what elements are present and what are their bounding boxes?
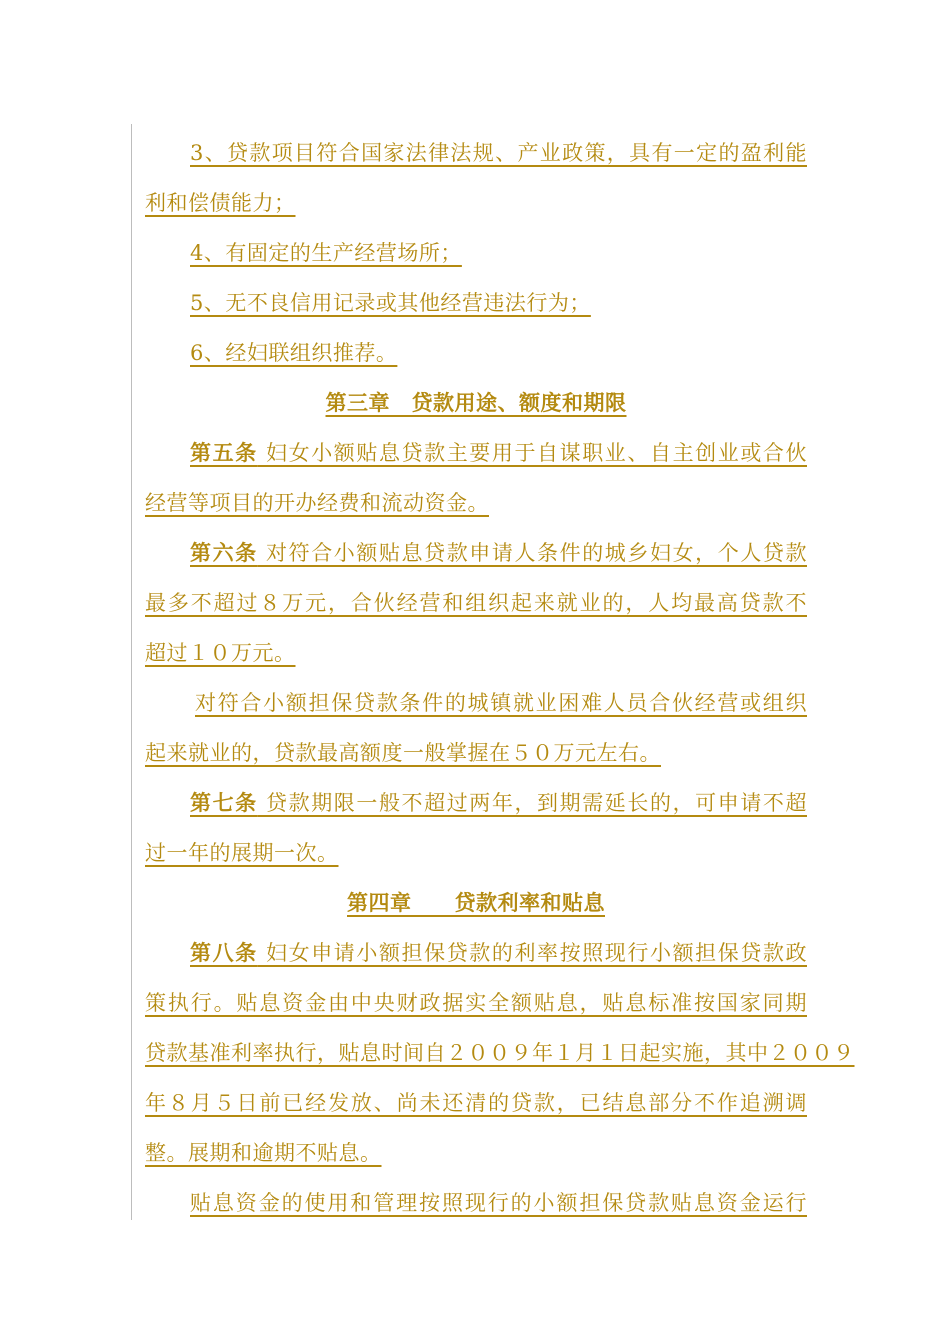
guarantee-paragraph-line-1: 对符合小额担保贷款条件的城镇就业困难人员合伙经营或组织 (195, 691, 807, 715)
subsidy-paragraph-line-1: 贴息资金的使用和管理按照现行的小额担保贷款贴息资金运行 (190, 1191, 807, 1215)
article-7-label: 第七条 (190, 790, 258, 815)
guarantee-paragraph-line-2: 起来就业的，贷款最高额度一般掌握在５０万元左右。 (145, 741, 661, 765)
article-5-label: 第五条 (190, 440, 258, 465)
condition-6: 6、经妇联组织推荐。 (190, 341, 398, 365)
article-5-line-1: 第五条 妇女小额贴息贷款主要用于自谋职业、自主创业或合伙 (190, 440, 807, 465)
article-8-line-1: 第八条 妇女申请小额担保贷款的利率按照现行小额担保贷款政 (190, 940, 807, 965)
condition-3-line-2: 利和偿债能力； (145, 191, 296, 215)
left-margin-line (131, 124, 132, 1220)
article-6-label: 第六条 (190, 540, 258, 565)
article-8-label: 第八条 (190, 940, 258, 965)
condition-5: 5、无不良信用记录或其他经营违法行为； (190, 291, 591, 315)
document-body (145, 128, 855, 1228)
condition-4: 4、有固定的生产经营场所； (190, 241, 462, 265)
chapter-3-heading: 第三章 贷款用途、额度和期限 (325, 391, 627, 415)
article-7-line-2: 过一年的展期一次。 (145, 841, 339, 865)
article-6-line-1: 第六条 对符合小额贴息贷款申请人条件的城乡妇女，个人贷款 (190, 540, 807, 565)
article-5-line-2: 经营等项目的开办经费和流动资金。 (145, 491, 489, 515)
article-6-line-2: 最多不超过８万元，合伙经营和组织起来就业的，人均最高贷款不 (145, 591, 807, 615)
article-7-line-1: 第七条 贷款期限一般不超过两年，到期需延长的，可申请不超 (190, 790, 807, 815)
article-6-line-3: 超过１０万元。 (145, 641, 296, 665)
condition-3-line-1: 3、贷款项目符合国家法律法规、产业政策，具有一定的盈利能 (190, 141, 807, 165)
article-8-line-5: 整。展期和逾期不贴息。 (145, 1141, 382, 1165)
article-8-line-4: 年８月５日前已经发放、尚未还清的贷款，已结息部分不作追溯调 (145, 1091, 807, 1115)
article-8-line-2: 策执行。贴息资金由中央财政据实全额贴息，贴息标准按国家同期 (145, 991, 807, 1015)
article-8-line-3: 贷款基准利率执行，贴息时间自２００９年１月１日起实施，其中２００９ (145, 1041, 855, 1065)
chapter-4-heading: 第四章 贷款利率和贴息 (347, 891, 605, 915)
